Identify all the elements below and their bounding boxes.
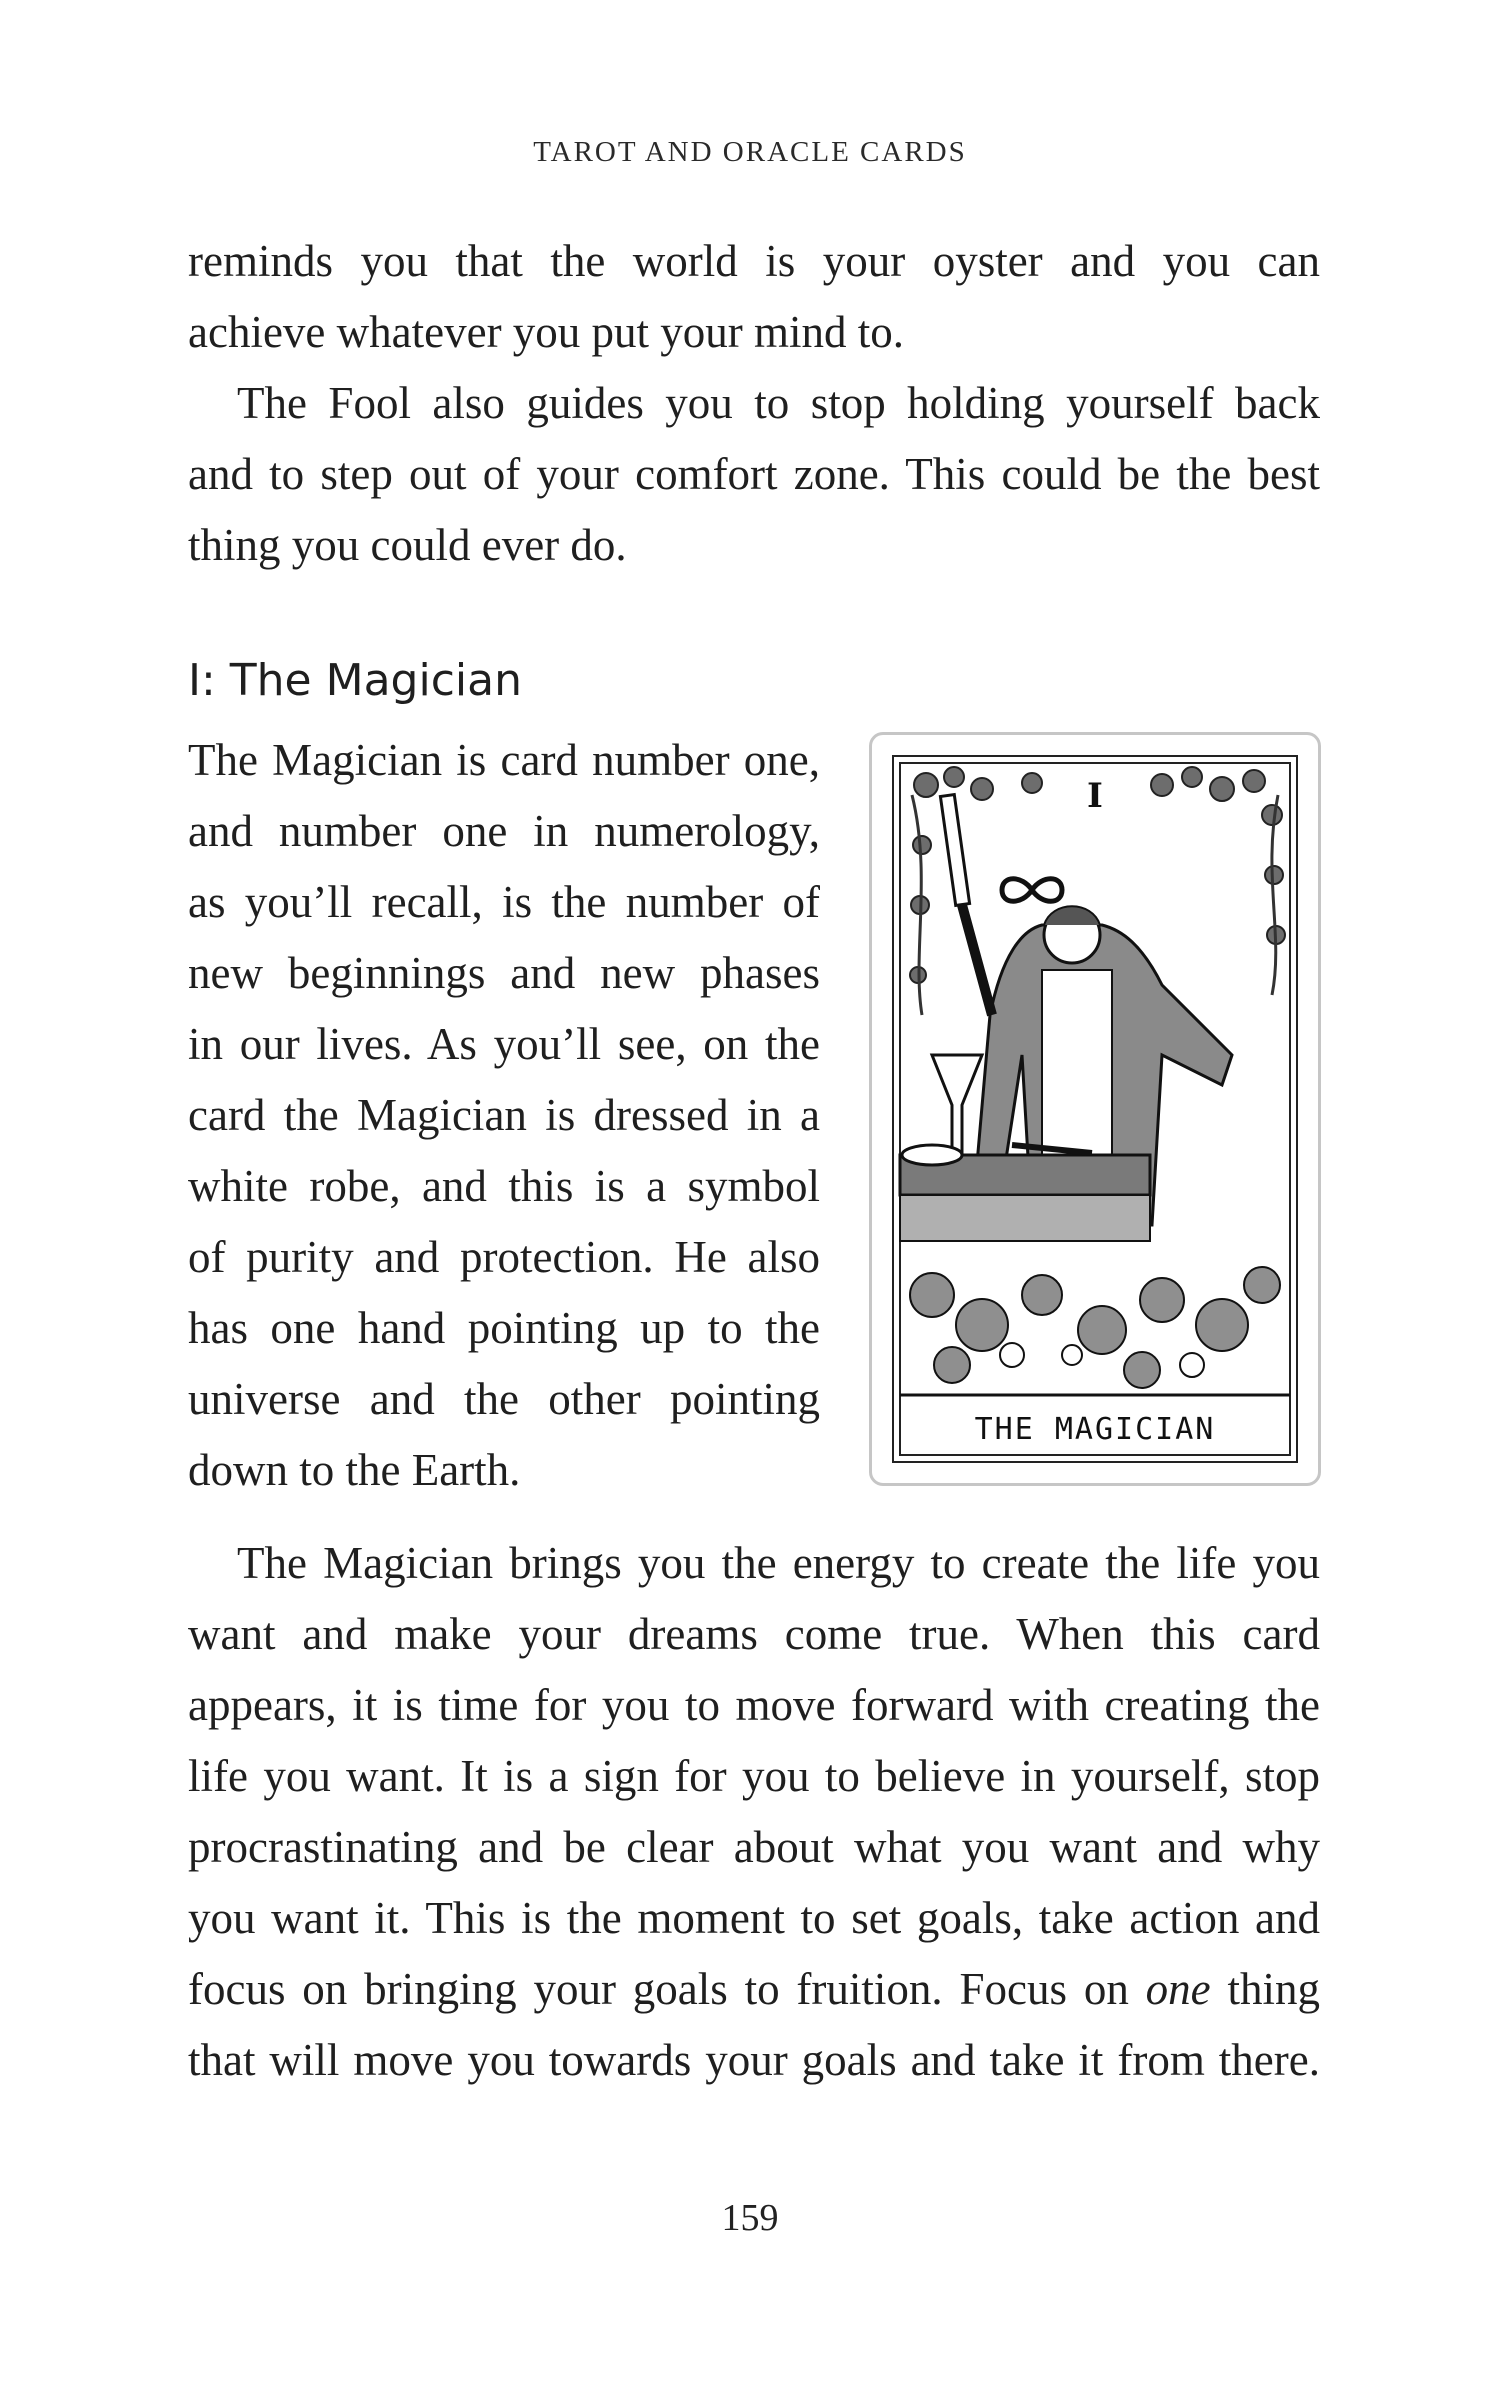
text-line: reminds you that the world is your oyster and you can [188, 236, 1320, 286]
text-line: thing you could ever do. [188, 520, 627, 570]
text-line [188, 1954, 1320, 2025]
text-line: want and make your dreams come true. When this card [188, 1609, 1320, 1659]
page-number: 159 [721, 2197, 779, 2239]
section-heading: I: The Magician [188, 655, 522, 706]
text-line: and to step out of your comfort zone. This could be the best [188, 449, 1320, 499]
text-line: new beginnings and new phases [188, 948, 820, 998]
text-line: and number one in numerology, [188, 806, 820, 856]
card-caption: THE MAGICIAN [974, 1412, 1216, 1447]
text-line: has one hand pointing up to the [188, 1303, 820, 1353]
text-line: card the Magician is dressed in a [188, 1090, 820, 1140]
paragraph-fool [188, 368, 1320, 581]
text-line: universe and the other pointing [188, 1374, 820, 1424]
text-line: in our lives. As you’ll see, on the [188, 1019, 820, 1069]
text-line: procrastinating and be clear about what you want and why [188, 1822, 1320, 1872]
magician-card-illustration [892, 755, 1298, 1463]
text-run: focus on bringing your goals to fruition. Focus on [188, 1964, 1146, 2014]
text-line: as you’ll recall, is the number of [188, 877, 820, 927]
text-line: achieve whatever you put your mind to. [188, 307, 905, 357]
text-line: appears, it is time for you to move forward with creating the [188, 1680, 1320, 1730]
running-head: TAROT AND ORACLE CARDS [533, 136, 967, 168]
text-line: white robe, and this is a symbol [188, 1161, 820, 1211]
paragraph-magician-intro [188, 725, 820, 1506]
text-line: you want it. This is the moment to set goals, take action and [188, 1893, 1320, 1943]
text-run: thing [1210, 1964, 1320, 2014]
text-line: The Fool also guides you to stop holding yourself back [237, 378, 1320, 428]
paragraph-magician-energy [188, 1528, 1320, 2096]
text-line: The Magician brings you the energy to create the life you [237, 1538, 1320, 1588]
paragraph-continued [188, 226, 1320, 368]
magician-card [869, 732, 1321, 1486]
text-line: life you want. It is a sign for you to believe in yourself, stop [188, 1751, 1320, 1801]
emphasis-one: one [1145, 1964, 1211, 2014]
text-line: The Magician is card number one, [188, 735, 820, 785]
text-line: of purity and protection. He also [188, 1232, 820, 1282]
text-line: that will move you towards your goals and take it from there. [188, 2035, 1320, 2085]
card-numeral: I [1087, 776, 1103, 816]
text-line: down to the Earth. [188, 1445, 521, 1495]
